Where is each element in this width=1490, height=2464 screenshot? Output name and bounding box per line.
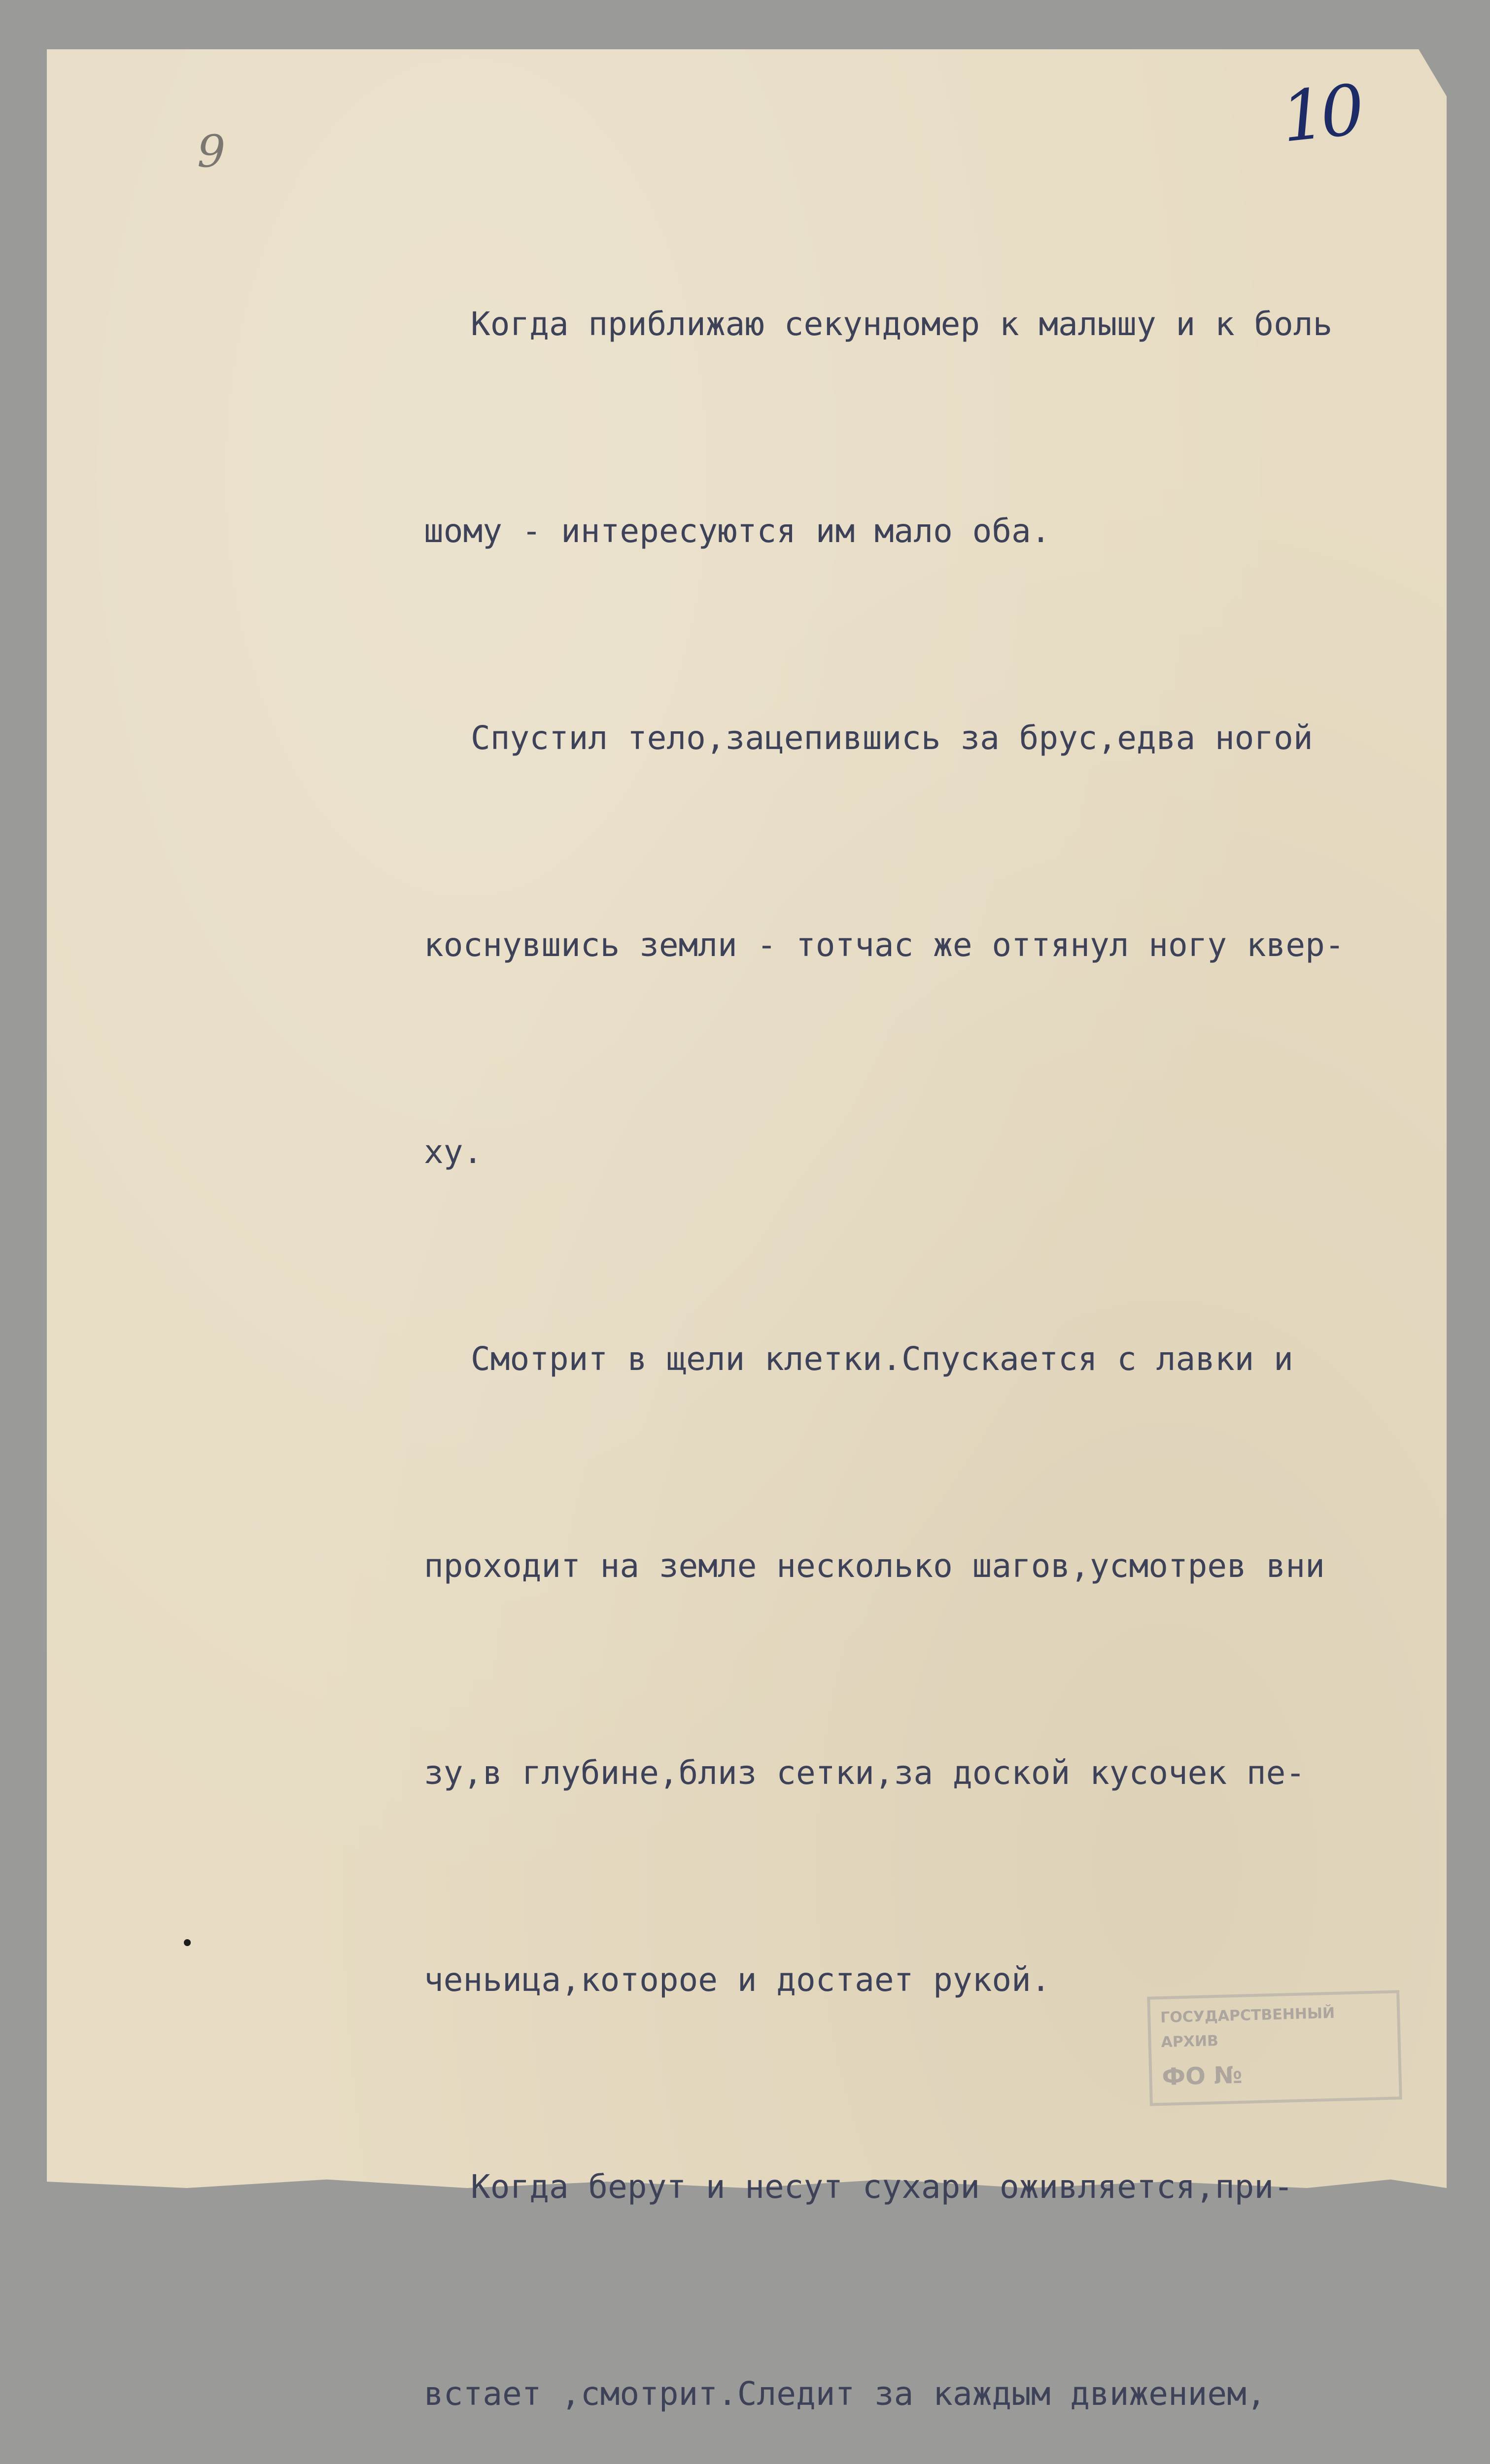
ink-dot — [184, 1939, 191, 1946]
text-line: ченьица,которое и достает рукой. — [424, 1961, 1051, 1999]
stamp-line-3: ФО № — [1161, 2061, 1243, 2091]
text-line: ху. — [424, 1133, 483, 1171]
text-line: коснувшись земли - тотчас же оттянул ногу квер- — [424, 926, 1345, 964]
text-line: Смотрит в щели клетки.Спускается с лавки и — [471, 1340, 1293, 1378]
typed-text-body — [424, 152, 1464, 2464]
text-line: шому - интересуются им мало оба. — [424, 512, 1051, 550]
original-page-number: 9 — [197, 126, 226, 177]
stamp-line-2: АРХИВ — [1161, 2032, 1219, 2052]
archival-page-number: 10 — [1277, 70, 1364, 158]
text-line: Когда берут и несут сухари оживляется,при- — [471, 2168, 1293, 2206]
text-line: проходит на земле несколько шагов,усмотрев вни — [424, 1547, 1325, 1585]
archive-stamp — [1147, 1990, 1402, 2106]
text-line: Спустил тело,зацепившись за брус,едва ногой — [471, 719, 1313, 757]
text-line: Когда приближаю секундомер к малышу и к боль — [471, 305, 1333, 343]
text-line: встает ,смотрит.Следит за каждым движением, — [424, 2375, 1266, 2413]
text-line: зу,в глубине,близ сетки,за доской кусочек пе- — [424, 1754, 1306, 1792]
stamp-line-1: ГОСУДАРСТВЕННЫЙ — [1160, 2004, 1335, 2027]
